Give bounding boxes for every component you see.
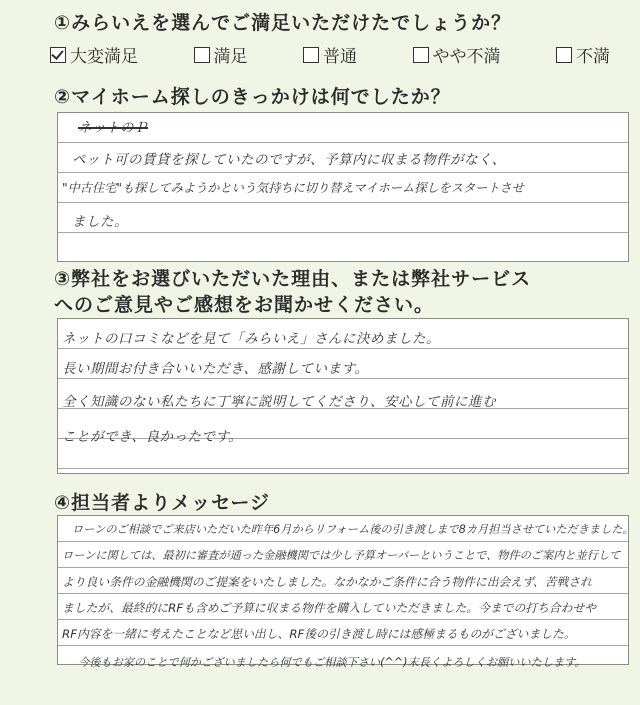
- option-label: やや不満: [432, 47, 501, 67]
- option-normal[interactable]: [303, 42, 357, 67]
- checkbox-icon[interactable]: [556, 47, 572, 63]
- option-label: 大変満足: [70, 47, 138, 67]
- question-1-title: ①みらいえを選んでご満足いただけたでしょうか？: [54, 12, 512, 34]
- option-dissatisfied[interactable]: [556, 42, 610, 67]
- question-3-title-line: ③弊社をお選びいただいた理由、または弊社サービス: [54, 268, 532, 290]
- option-label: 普通: [323, 47, 357, 67]
- answer-3-line: ネットの口コミなどを見て「みらいえ」さんに決めました。: [62, 331, 440, 347]
- checkbox-icon[interactable]: [413, 47, 429, 63]
- message-line: より良い条件の金融機関のご提案をいたしました。なかなかご条件に合う物件に出会えず、苦戦され: [62, 575, 592, 589]
- message-line: ましたが、最終的にRFも含めご予算に収まる物件を購入していただきました。今までの打ち合わせや: [62, 601, 597, 615]
- message-line: RF内容を一緒に考えたことなど思い出し、RF後の引き渡し時には感極まるものがございました。: [62, 627, 576, 641]
- message-line: ローンのご相談でご来店いただいた昨年6月からリフォーム後の引き渡しまで8カ月担当させていただきました。: [72, 523, 634, 536]
- satisfaction-options: [50, 42, 610, 67]
- option-label: 満足: [213, 47, 248, 67]
- question-3-title-line: へのご意見やご感想をお聞かせください。: [54, 294, 435, 316]
- struck-text: ネットのＰ: [78, 120, 148, 136]
- answer-2-line: ました。: [72, 214, 128, 230]
- answer-2-line: "中古住宅"も探してみようかという気持ちに切り替えマイホーム探しをスタートさせ: [62, 181, 524, 195]
- question-3-title: [54, 266, 531, 318]
- checkbox-checked-icon[interactable]: [50, 47, 66, 63]
- message-line: ローンに関しては、最初に審査が通った金融機関では少し予算オーバーということで、物件のご案内と並行して: [62, 549, 621, 562]
- answer-3-line: 長い期間お付き合いいただき、感謝しています。: [62, 361, 369, 377]
- answer-3-line: 全く知識のない私たちに丁寧に説明してくださり、安心して前に進む: [62, 394, 496, 410]
- message-panel: [57, 515, 629, 665]
- question-4-title: ④担当者よりメッセージ: [54, 492, 270, 514]
- answer-2-line: ペット可の賃貸を探していたのですが、予算内に収まる物件がなく、: [72, 152, 506, 168]
- option-satisfied[interactable]: [194, 42, 248, 67]
- message-line: 今後もお家のことで何かございましたら何でもご相談下さい(^^)末長くよろしくお願いいたします。: [78, 656, 586, 669]
- option-very-satisfied[interactable]: [50, 42, 138, 67]
- answer-3-line: ことができ、良かったです。: [62, 429, 243, 445]
- option-somewhat-dissatisfied[interactable]: [413, 42, 501, 67]
- option-label: 不満: [576, 47, 610, 67]
- checkbox-icon[interactable]: [303, 47, 319, 63]
- question-2-title: ②マイホーム探しのきっかけは何でしたか？: [54, 86, 451, 108]
- checkbox-icon[interactable]: [194, 47, 210, 63]
